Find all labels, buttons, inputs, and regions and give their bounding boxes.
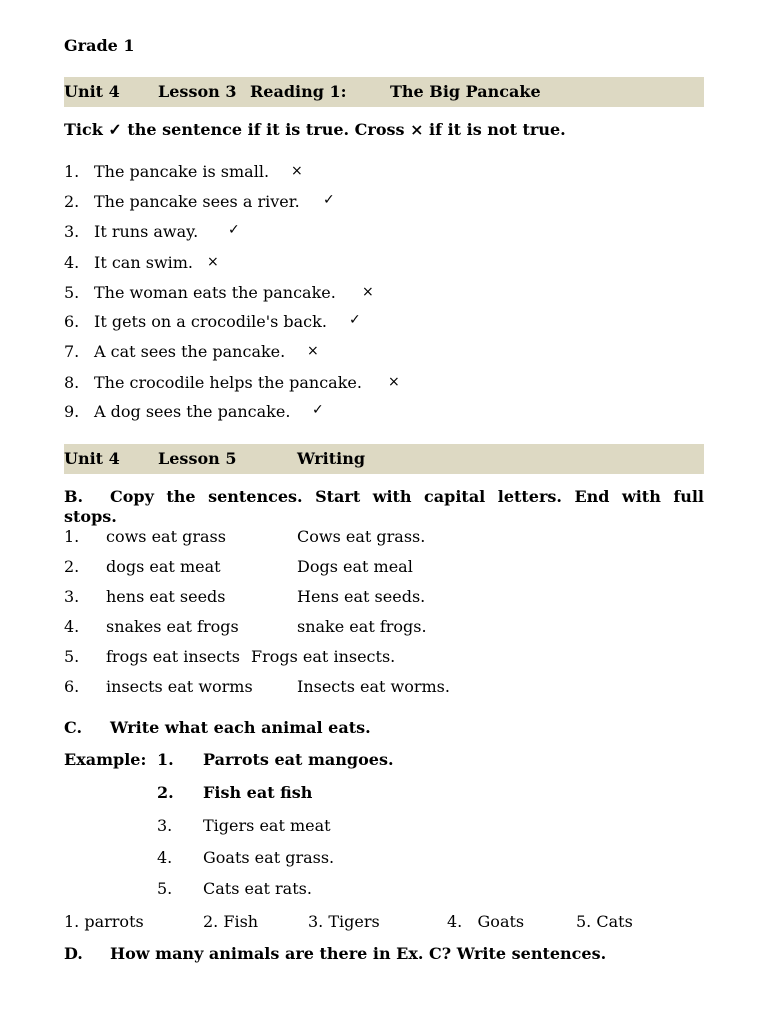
copied-sentence: Frogs eat insects. bbox=[251, 647, 396, 666]
item-number: 6. bbox=[64, 312, 80, 331]
item-number: 5. bbox=[157, 879, 173, 898]
item-text: Goats eat grass. bbox=[203, 848, 335, 867]
cross-mark-icon: × bbox=[291, 163, 303, 179]
item-number: 8. bbox=[64, 373, 80, 392]
item-number: 3. bbox=[157, 816, 173, 835]
item-number: 4. bbox=[64, 617, 80, 636]
item-number: 4. bbox=[157, 848, 173, 867]
part-b-instruction-cont: stops. bbox=[64, 507, 117, 526]
item-text: The pancake sees a river. bbox=[94, 192, 300, 211]
lesson-label: Lesson 3 bbox=[158, 82, 237, 101]
check-mark-icon: ✓ bbox=[323, 192, 335, 208]
unit-label: Unit 4 bbox=[64, 449, 120, 468]
check-mark-icon: ✓ bbox=[312, 402, 324, 418]
copied-sentence: snake eat frogs. bbox=[297, 617, 427, 636]
part-b-label: B. bbox=[64, 487, 84, 506]
item-number: 7. bbox=[64, 342, 80, 361]
item-text: A cat sees the pancake. bbox=[94, 342, 286, 361]
cross-mark-icon: × bbox=[362, 284, 374, 300]
item-text: The woman eats the pancake. bbox=[94, 283, 336, 302]
original-sentence: cows eat grass bbox=[106, 527, 226, 546]
item-text: It gets on a crocodile's back. bbox=[94, 312, 327, 331]
item-text: It can swim. bbox=[94, 253, 194, 272]
part-b-instruction: Copy the sentences. Start with capital letters. End with full bbox=[110, 487, 704, 506]
grade-label: Grade 1 bbox=[64, 36, 135, 55]
part-d-label: D. bbox=[64, 944, 83, 963]
copied-sentence: Cows eat grass. bbox=[297, 527, 426, 546]
reading-title: The Big Pancake bbox=[390, 82, 541, 101]
item-number: 6. bbox=[64, 677, 80, 696]
item-text: Fish eat fish bbox=[203, 783, 313, 802]
copied-sentence: Dogs eat meal bbox=[297, 557, 413, 576]
copied-sentence: Insects eat worms. bbox=[297, 677, 450, 696]
copied-sentence: Hens eat seeds. bbox=[297, 587, 426, 606]
part-c-instruction: Write what each animal eats. bbox=[110, 718, 371, 737]
animal-word: 4. Goats bbox=[447, 912, 525, 931]
item-number: 2. bbox=[64, 192, 80, 211]
original-sentence: snakes eat frogs bbox=[106, 617, 239, 636]
writing-title: Writing bbox=[297, 449, 366, 468]
item-number: 9. bbox=[64, 402, 80, 421]
item-text: Parrots eat mangoes. bbox=[203, 750, 394, 769]
animal-word: 3. Tigers bbox=[308, 912, 380, 931]
lesson-label: Lesson 5 bbox=[158, 449, 237, 468]
item-text: It runs away. bbox=[94, 222, 199, 241]
item-number: 1. bbox=[64, 527, 80, 546]
item-number: 2. bbox=[64, 557, 80, 576]
section-header-reading bbox=[64, 77, 704, 107]
item-number: 3. bbox=[64, 222, 80, 241]
item-number: 1. bbox=[157, 750, 174, 769]
check-mark-icon: ✓ bbox=[228, 222, 240, 238]
original-sentence: insects eat worms bbox=[106, 677, 253, 696]
example-label: Example: bbox=[64, 750, 147, 769]
item-number: 2. bbox=[157, 783, 174, 802]
part-c-label: C. bbox=[64, 718, 83, 737]
item-number: 3. bbox=[64, 587, 80, 606]
item-number: 4. bbox=[64, 253, 80, 272]
section-header-writing bbox=[64, 444, 704, 474]
original-sentence: frogs eat insects bbox=[106, 647, 240, 666]
original-sentence: dogs eat meat bbox=[106, 557, 221, 576]
reading-label: Reading 1: bbox=[250, 82, 347, 101]
animal-word: 5. Cats bbox=[576, 912, 633, 931]
item-number: 1. bbox=[64, 162, 80, 181]
part-d-instruction: How many animals are there in Ex. C? Write sentences. bbox=[110, 944, 607, 963]
item-text: Tigers eat meat bbox=[203, 816, 331, 835]
cross-mark-icon: × bbox=[388, 374, 400, 390]
item-number: 5. bbox=[64, 283, 80, 302]
item-text: The crocodile helps the pancake. bbox=[94, 373, 362, 392]
original-sentence: hens eat seeds bbox=[106, 587, 226, 606]
unit-label: Unit 4 bbox=[64, 82, 120, 101]
cross-mark-icon: × bbox=[307, 343, 319, 359]
item-number: 5. bbox=[64, 647, 80, 666]
animal-word: 2. Fish bbox=[203, 912, 259, 931]
item-text: Cats eat rats. bbox=[203, 879, 312, 898]
animal-word: 1. parrots bbox=[64, 912, 144, 931]
cross-mark-icon: × bbox=[207, 254, 219, 270]
item-text: A dog sees the pancake. bbox=[94, 402, 291, 421]
tick-cross-instruction: Tick ✓ the sentence if it is true. Cross × if it is not true. bbox=[64, 120, 566, 139]
item-text: The pancake is small. bbox=[94, 162, 270, 181]
check-mark-icon: ✓ bbox=[349, 312, 361, 328]
